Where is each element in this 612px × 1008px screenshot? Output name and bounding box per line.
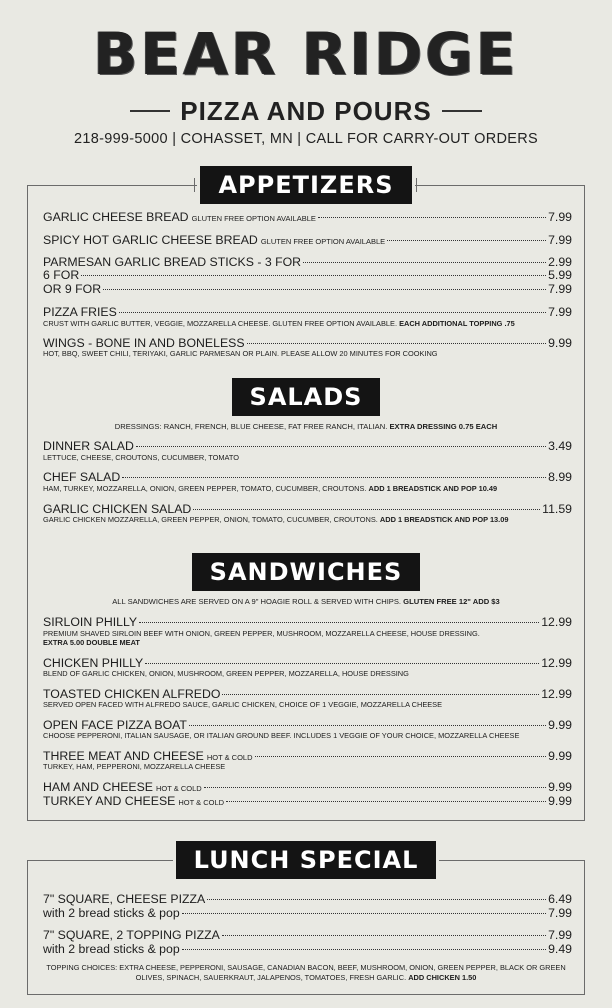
item-name: PIZZA FRIES	[43, 305, 117, 319]
dot-leader	[136, 446, 546, 447]
description-extra: ADD 1 BREADSTICK AND POP 10.49	[368, 484, 498, 493]
dot-leader	[222, 935, 546, 936]
description-text: HAM, TURKEY, MOZZARELLA, ONION, GREEN PEPPER, TOMATO, CUCUMBER, CROUTONS.	[43, 484, 367, 493]
item-name: with 2 bread sticks & pop	[43, 906, 180, 920]
item-note: GLUTEN FREE OPTION AVAILABLE	[191, 214, 316, 223]
description-extra: EACH ADDITIONAL TOPPING .75	[399, 319, 515, 328]
item-price: 8.99	[548, 470, 572, 484]
menu-item	[43, 687, 572, 701]
menu-item	[43, 892, 572, 906]
item-price: 12.99	[541, 656, 572, 670]
note-extra: EXTRA DRESSING 0.75 EACH	[389, 422, 498, 431]
toppings-extra: ADD CHICKEN 1.50	[408, 972, 477, 982]
salads-heading-wrap	[0, 378, 612, 416]
dot-leader	[226, 801, 546, 802]
item-description: LETTUCE, CHEESE, CROUTONS, CUCUMBER, TOMATO	[43, 453, 240, 462]
dressings-note	[0, 422, 612, 432]
description-text: CRUST WITH GARLIC BUTTER, VEGGIE, MOZZARELLA CHEESE. GLUTEN FREE OPTION AVAILABLE.	[43, 319, 397, 328]
dot-leader	[247, 343, 546, 344]
item-price: 9.99	[548, 780, 572, 794]
menu-item	[43, 336, 572, 350]
item-price: 5.99	[548, 268, 572, 282]
section-heading-appetizers: APPETIZERS	[200, 166, 411, 204]
menu-item	[43, 656, 572, 670]
menu-item	[43, 906, 572, 920]
menu-item	[43, 615, 572, 629]
brand-logo: BEAR RIDGE	[93, 20, 519, 88]
item-name: OPEN FACE PIZZA BOAT	[43, 718, 187, 732]
item-note: HOT & COLD	[206, 753, 253, 762]
item-description: TURKEY, HAM, PEPPERONI, MOZZARELLA CHEESE	[43, 762, 226, 771]
item-description: HOT, BBQ, SWEET CHILI, TERIYAKI, GARLIC PARMESAN OR PLAIN. PLEASE ALLOW 20 MINUTES FOR COOKING	[43, 349, 438, 358]
item-name: with 2 bread sticks & pop	[43, 942, 180, 956]
tagline: PIZZA AND POURS	[180, 96, 432, 126]
item-description: SERVED OPEN FACED WITH ALFREDO SAUCE, GARLIC CHICKEN, CHOICE OF 1 VEGGIE, MOZZARELLA CHEESE	[43, 700, 443, 709]
item-price: 6.49	[548, 892, 572, 906]
section-heading-lunch-special: LUNCH SPECIAL	[176, 841, 437, 879]
dot-leader	[193, 509, 540, 510]
dot-leader	[182, 913, 546, 914]
menu-item	[43, 305, 572, 319]
item-price: 9.99	[548, 718, 572, 732]
item-description: BLEND OF GARLIC CHICKEN, ONION, MUSHROOM, GREEN PEPPER, MOZZARELLA, HOUSE DRESSING	[43, 669, 409, 678]
note-extra: GLUTEN FREE 12" ADD $3	[403, 597, 500, 606]
item-name: THREE MEAT AND CHEESE	[43, 749, 204, 763]
item-description: CHOOSE PEPPERONI, ITALIAN SAUSAGE, OR ITALIAN GROUND BEEF. INCLUDES 1 VEGGIE OF YOUR CHOICE, MOZZARELLA CHEESE	[43, 731, 520, 740]
item-price: 7.99	[548, 305, 572, 319]
menu-item	[43, 439, 572, 453]
item-name: GARLIC CHICKEN SALAD	[43, 502, 192, 516]
item-price: 9.99	[548, 794, 572, 808]
dot-leader	[139, 622, 539, 623]
sandwiches-note	[0, 597, 612, 607]
dot-leader	[207, 899, 546, 900]
tagline-row	[0, 96, 612, 126]
item-note: HOT & COLD	[178, 798, 225, 807]
item-price: 2.99	[548, 255, 572, 269]
menu-item	[43, 718, 572, 732]
dot-leader	[255, 756, 547, 757]
divider	[442, 110, 482, 112]
menu-item	[43, 282, 572, 296]
item-description	[43, 484, 573, 493]
item-name: 7" SQUARE, CHEESE PIZZA	[43, 892, 206, 906]
section-heading-salads: SALADS	[232, 378, 381, 416]
menu-item	[43, 502, 572, 516]
menu-item	[43, 233, 572, 249]
dot-leader	[204, 787, 546, 788]
item-name: CHEF SALAD	[43, 470, 121, 484]
item-description	[43, 515, 573, 524]
dot-leader	[182, 949, 546, 950]
item-description	[43, 319, 573, 328]
dot-leader	[303, 262, 546, 263]
menu-item	[43, 255, 572, 269]
item-name: HAM AND CHEESE	[43, 780, 154, 794]
item-name: TURKEY AND CHEESE	[43, 794, 176, 808]
menu-item	[43, 928, 572, 942]
dot-leader	[387, 240, 546, 241]
item-price: 9.99	[548, 749, 572, 763]
sandwiches-heading-wrap	[0, 553, 612, 591]
dot-leader	[145, 663, 539, 664]
menu-item	[43, 942, 572, 956]
dot-leader	[189, 725, 546, 726]
toppings-text: TOPPING CHOICES: EXTRA CHEESE, PEPPERONI, SAUSAGE, CANADIAN BACON, BEEF, MUSHROOM, ONION, GREEN PEPPER, BLACK OR GREEN OLIVES, SPINACH, SAUERKRAUT, JALAPENOS, TOMATOES, FRESH GARLIC.	[46, 963, 566, 982]
item-name: CHICKEN PHILLY	[43, 656, 144, 670]
item-price: 11.59	[542, 502, 572, 516]
item-price: 9.99	[548, 336, 572, 350]
item-name: GARLIC CHEESE BREAD	[43, 210, 189, 224]
description-text: GARLIC CHICKEN MOZZARELLA, GREEN PEPPER, ONION, TOMATO, CUCUMBER, CROUTONS.	[43, 515, 378, 524]
dot-leader	[122, 477, 546, 478]
item-price: 7.99	[548, 282, 572, 296]
item-price: 7.99	[548, 906, 572, 920]
item-price: 12.99	[541, 687, 572, 701]
item-name: 6 FOR	[43, 268, 80, 282]
item-price: 9.49	[548, 942, 572, 956]
menu-item	[43, 794, 572, 810]
note-text: DRESSINGS: RANCH, FRENCH, BLUE CHEESE, FAT FREE RANCH, ITALIAN.	[114, 422, 388, 431]
section-heading-sandwiches: SANDWICHES	[192, 553, 421, 591]
menu-item	[43, 268, 572, 282]
item-name: WINGS - BONE IN AND BONELESS	[43, 336, 245, 350]
item-description: PREMIUM SHAVED SIRLOIN BEEF WITH ONION, GREEN PEPPER, MUSHROOM, MOZZARELLA CHEESE, HOUSE DRESSING.	[43, 629, 480, 638]
appetizers-heading-wrap	[0, 166, 612, 204]
note-text: ALL SANDWICHES ARE SERVED ON A 9" HOAGIE ROLL & SERVED WITH CHIPS.	[112, 597, 402, 606]
item-name: OR 9 FOR	[43, 282, 102, 296]
item-price: 7.99	[548, 928, 572, 942]
item-description-extra: EXTRA 5.00 DOUBLE MEAT	[43, 638, 140, 647]
dot-leader	[222, 694, 539, 695]
item-note: GLUTEN FREE OPTION AVAILABLE	[260, 237, 386, 246]
contact-info: 218-999-5000 | COHASSET, MN | CALL FOR CARRY-OUT ORDERS	[73, 131, 538, 147]
item-price: 7.99	[548, 210, 572, 224]
item-name: TOASTED CHICKEN ALFREDO	[43, 687, 221, 701]
item-name: PARMESAN GARLIC BREAD STICKS - 3 FOR	[43, 255, 302, 269]
topping-choices	[40, 963, 572, 982]
item-price: 12.99	[541, 615, 572, 629]
dot-leader	[119, 312, 546, 313]
dot-leader	[81, 275, 546, 276]
divider	[130, 110, 170, 112]
item-price: 7.99	[548, 233, 572, 247]
item-name: 7" SQUARE, 2 TOPPING PIZZA	[43, 928, 220, 942]
item-name: DINNER SALAD	[43, 439, 134, 453]
lunch-heading-wrap	[0, 841, 612, 879]
item-name: SPICY HOT GARLIC CHEESE BREAD	[43, 233, 258, 247]
dot-leader	[318, 217, 546, 218]
menu-item	[43, 470, 572, 484]
menu-item	[43, 210, 572, 226]
item-note: HOT & COLD	[156, 784, 202, 793]
item-price: 3.49	[548, 439, 572, 453]
description-extra: ADD 1 BREADSTICK AND POP 13.09	[379, 515, 509, 524]
dot-leader	[103, 289, 546, 290]
item-name: SIRLOIN PHILLY	[43, 615, 138, 629]
